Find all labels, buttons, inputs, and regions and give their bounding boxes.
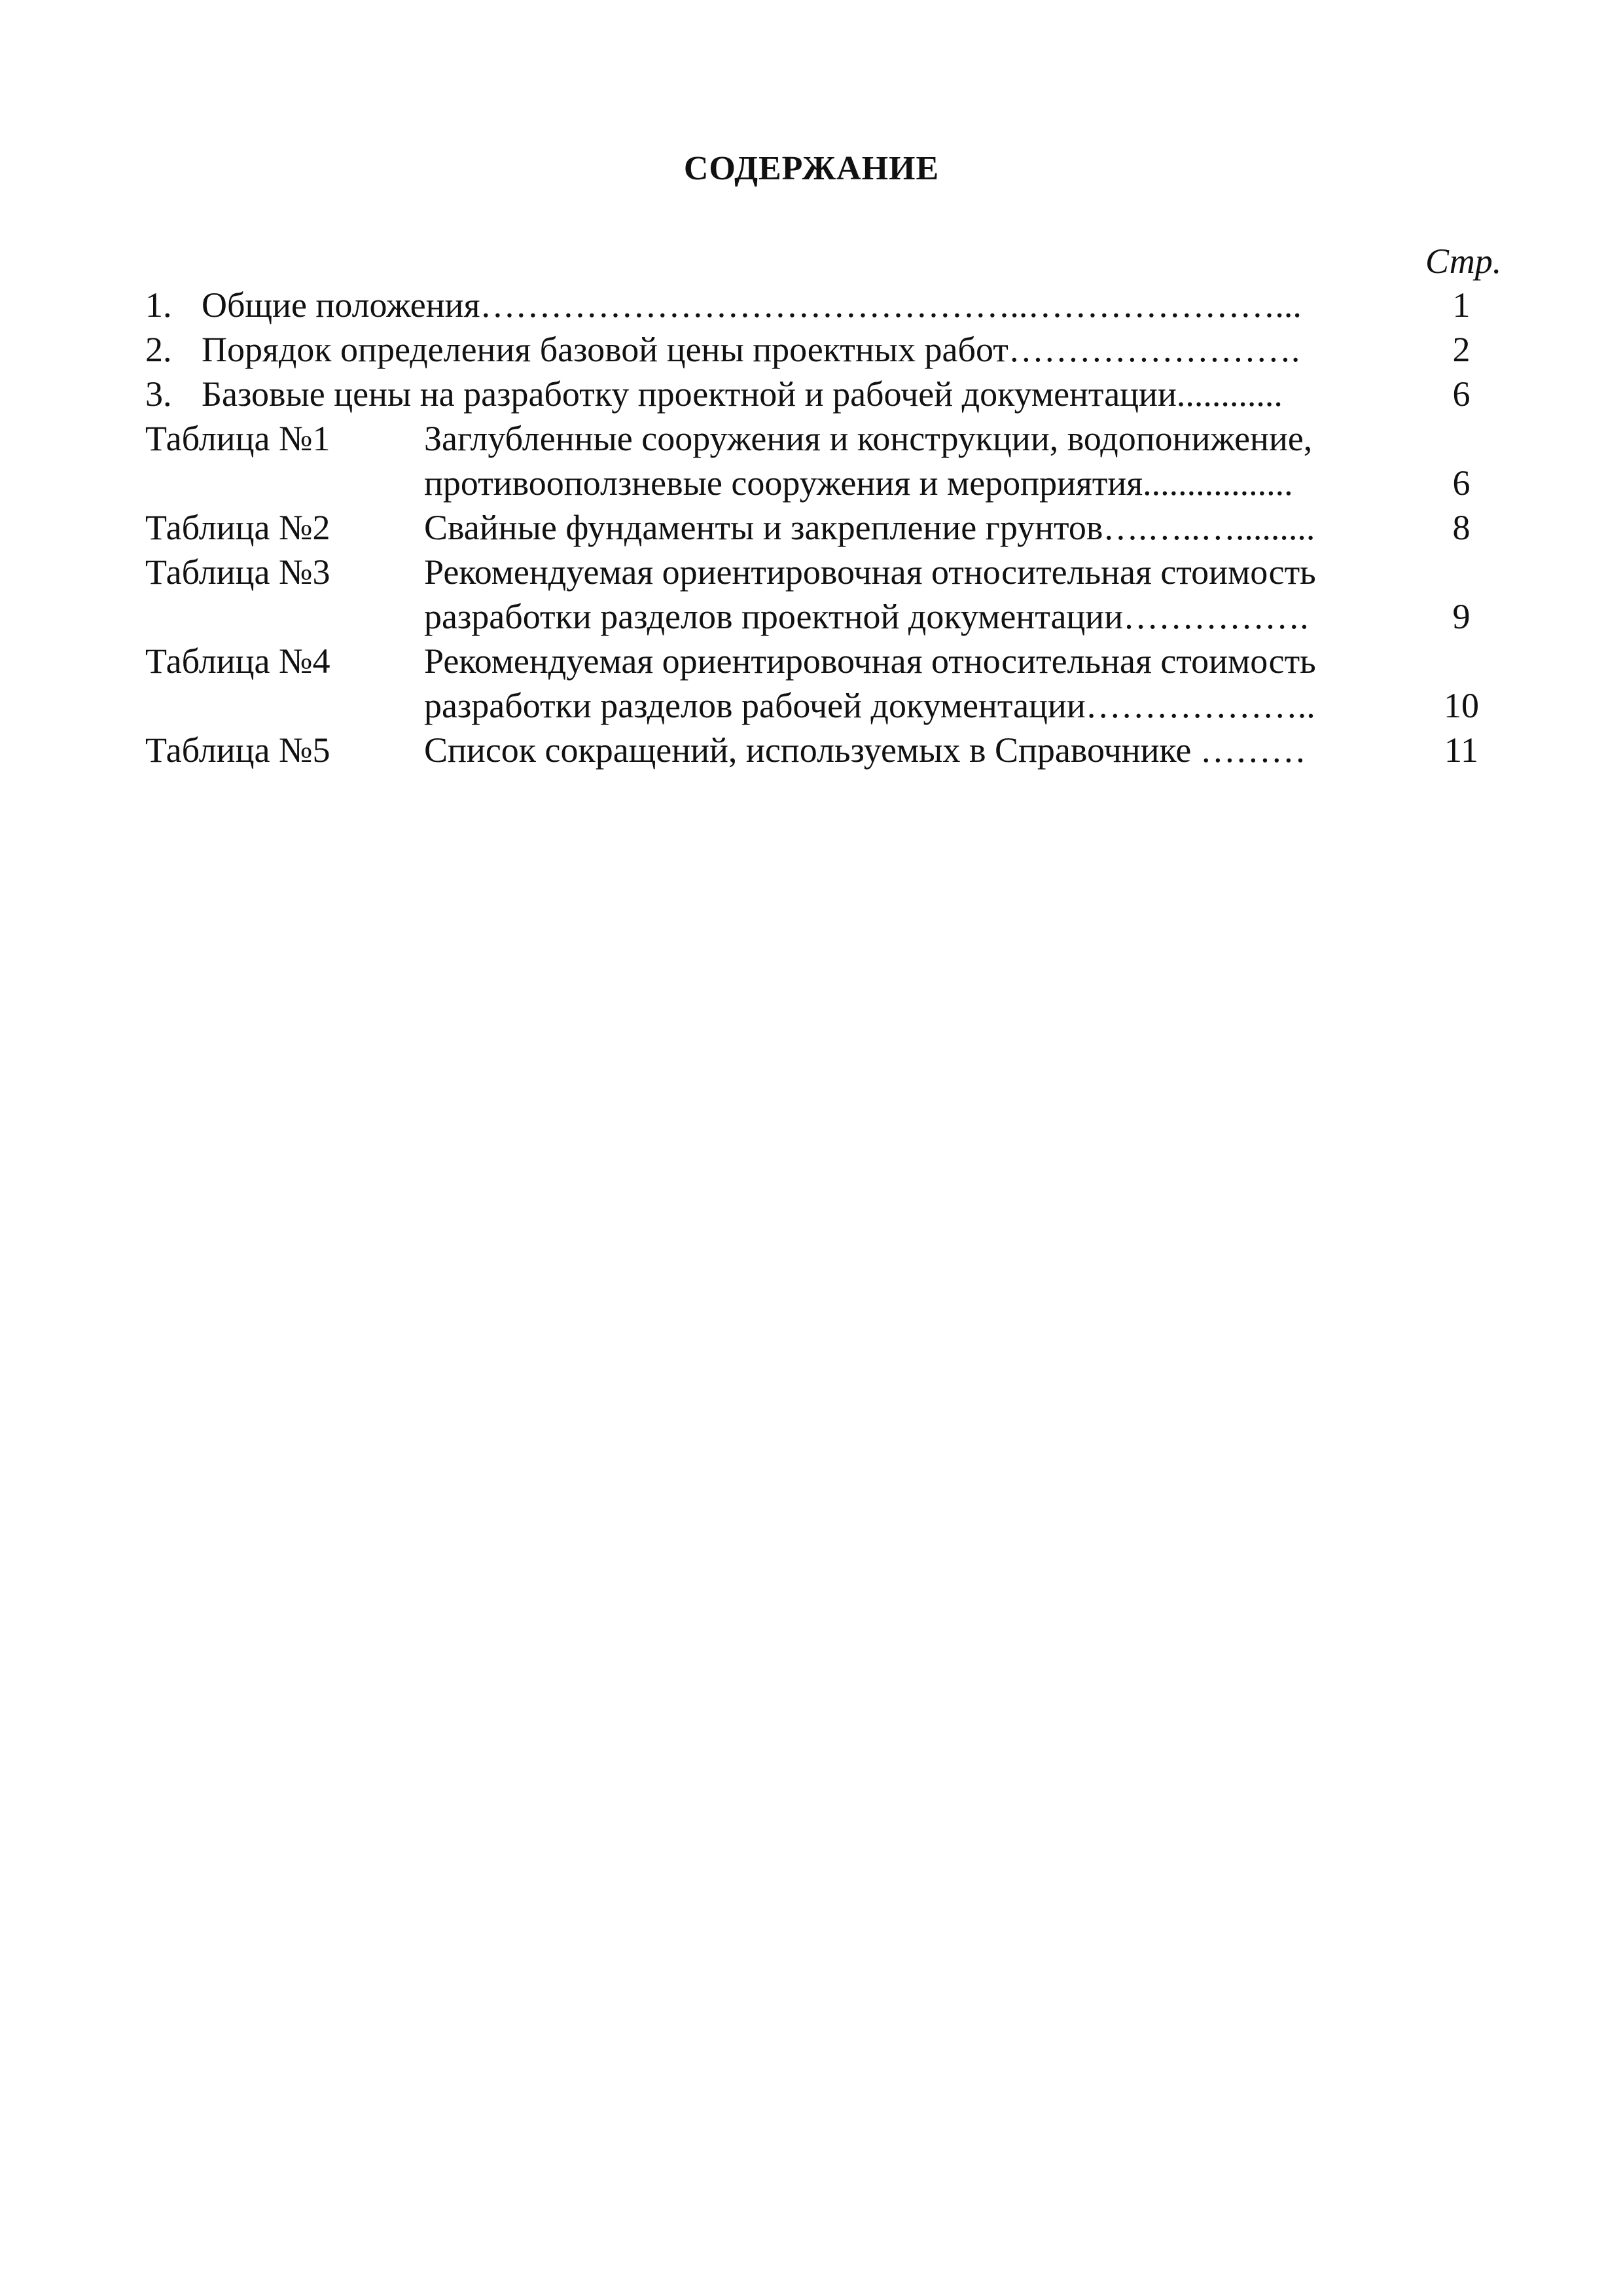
toc-entry-number: 3. [145, 374, 172, 414]
toc-entry [0, 372, 1623, 416]
toc-entry-text: противооползневые сооружения и мероприятия................. [424, 463, 1293, 503]
toc-entry-page: 2 [1452, 330, 1471, 369]
toc-entry-page: 6 [1452, 374, 1471, 414]
toc-entry [0, 327, 1623, 372]
toc-entry-label: Таблица №1 [145, 419, 330, 458]
toc-entry [0, 639, 1623, 683]
toc-entry-text: Свайные фундаменты и закрепление грунтов….…..…......... [424, 508, 1315, 547]
toc-entry [0, 728, 1623, 772]
toc-entry-number: 2. [145, 330, 172, 369]
toc-entry-text: Список сокращений, используемых в Справочнике ……… [424, 730, 1306, 770]
toc-entry-page: 11 [1444, 730, 1478, 770]
toc-entry-label: Таблица №5 [145, 730, 330, 770]
toc-entry-label: Таблица №3 [145, 552, 330, 592]
toc-entry-text: Заглубленные сооружения и конструкции, водопонижение, [424, 419, 1313, 458]
toc-entry-text: разработки разделов рабочей документации……………….. [424, 686, 1315, 725]
page-column-header: Стр. [1425, 242, 1502, 281]
toc-entry [0, 416, 1623, 461]
toc-entry-page: 6 [1452, 463, 1471, 503]
toc-entry-continuation [0, 683, 1623, 728]
toc-entry-text: Рекомендуемая ориентировочная относительная стоимость [424, 641, 1316, 681]
toc-entry-continuation [0, 594, 1623, 639]
toc-entry [0, 505, 1623, 550]
toc-entry-text: Базовые цены на разработку проектной и рабочей документации............ [202, 374, 1283, 414]
toc-entry-number: 1. [145, 285, 172, 325]
toc-entry-text: Рекомендуемая ориентировочная относительная стоимость [424, 552, 1316, 592]
toc-entry-label: Таблица №4 [145, 641, 330, 681]
toc-entry [0, 550, 1623, 594]
toc-entry-text: разработки разделов проектной документации……………. [424, 597, 1309, 636]
toc-entry-page: 10 [1444, 686, 1479, 725]
toc-entry-label: Таблица №2 [145, 508, 330, 547]
toc-entry [0, 283, 1623, 327]
toc-entry-text: Порядок определения базовой цены проектных работ……………………. [202, 330, 1300, 369]
toc-entry-page: 8 [1452, 508, 1471, 547]
toc-entry-text: Общие положения………………………………………..…………………... [202, 285, 1302, 325]
page-title: СОДЕРЖАНИЕ [683, 150, 940, 187]
toc-entry-page: 1 [1452, 285, 1471, 325]
toc-entry-continuation [0, 461, 1623, 505]
toc-entry-page: 9 [1452, 597, 1471, 636]
